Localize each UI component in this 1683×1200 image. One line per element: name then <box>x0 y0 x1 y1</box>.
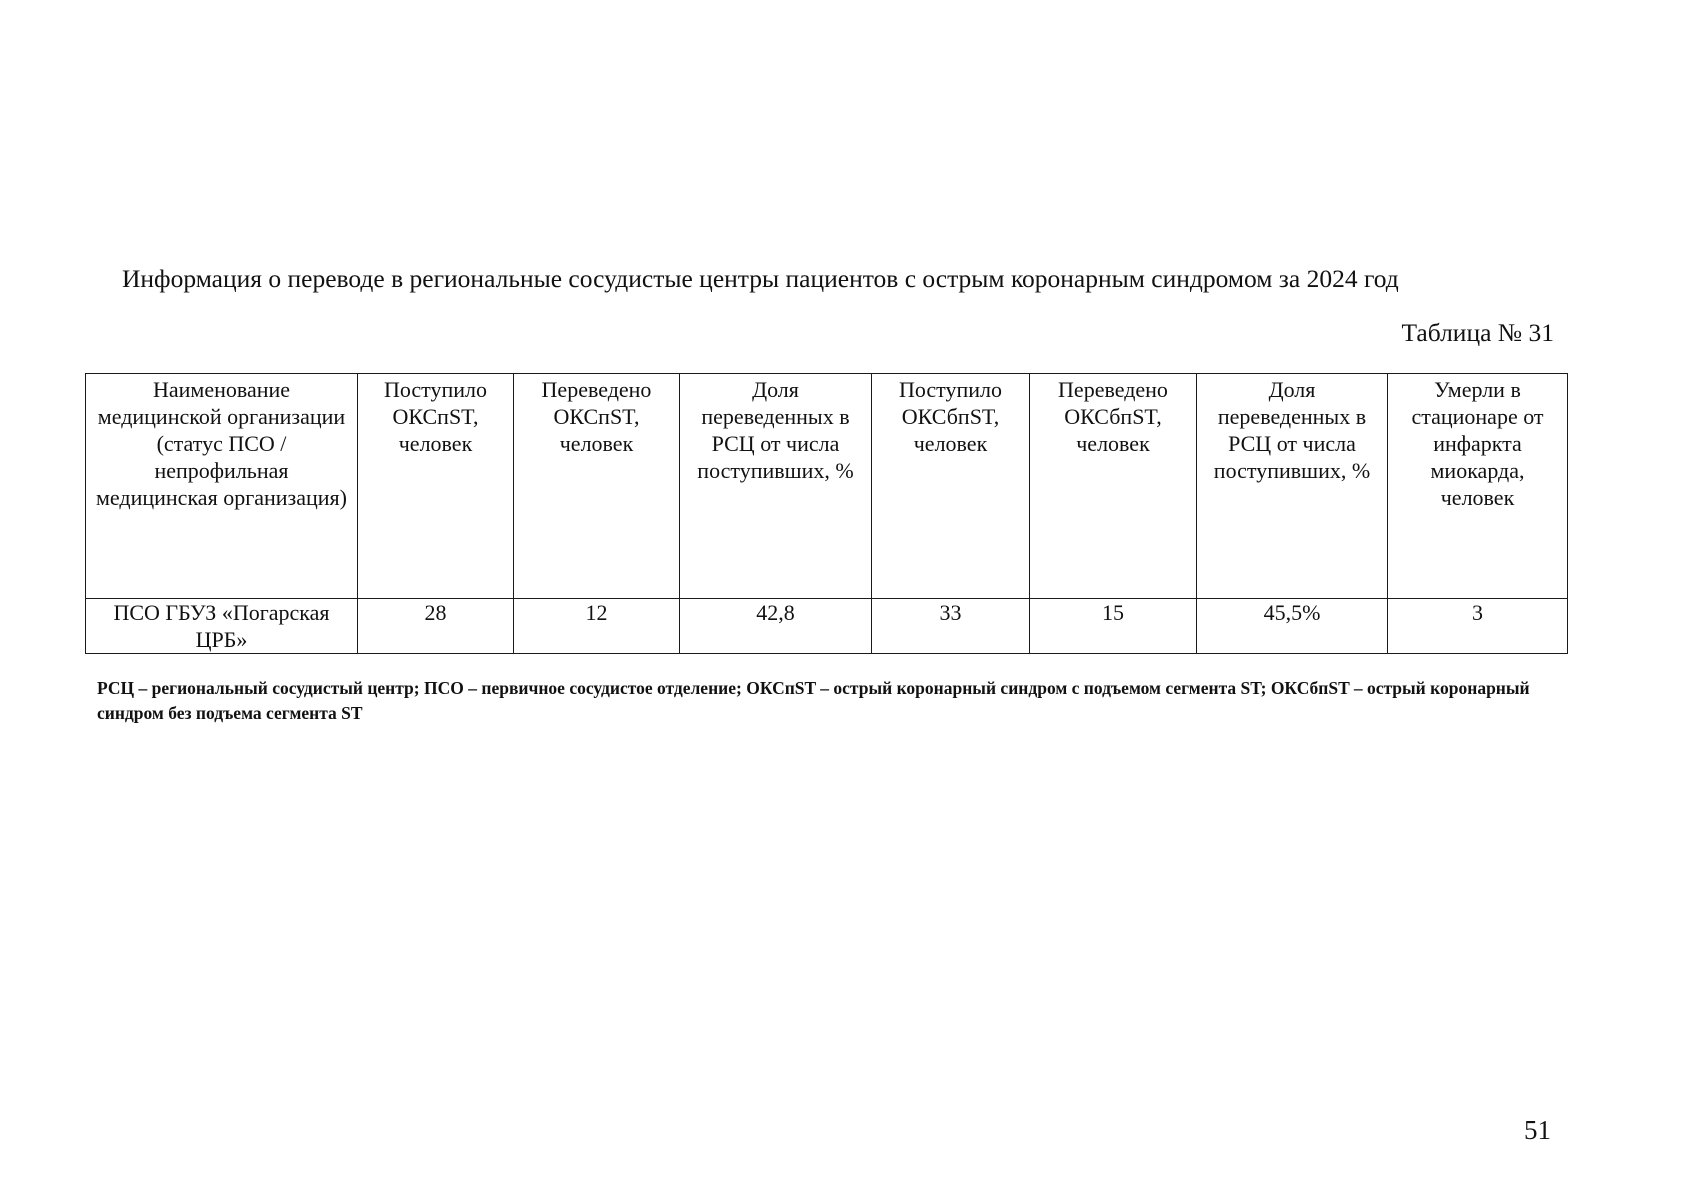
cell-transferred-nstemi: 15 <box>1030 599 1197 654</box>
cell-organization: ПСО ГБУЗ «Погарская ЦРБ» <box>86 599 358 654</box>
header-admitted-stemi: Поступило ОКСпST, человек <box>358 374 514 599</box>
data-table <box>85 373 1568 654</box>
cell-share-transferred-nstemi: 45,5% <box>1197 599 1388 654</box>
header-organization: Наименование медицинской организации (статус ПСО / непрофильная медицинская организация) <box>86 374 358 599</box>
table-header-row <box>86 374 1568 599</box>
header-admitted-nstemi: Поступило ОКСбпST, человек <box>872 374 1030 599</box>
header-transferred-stemi: Переведено ОКСпST, человек <box>514 374 680 599</box>
cell-deaths-mi: 3 <box>1388 599 1568 654</box>
cell-share-transferred-stemi: 42,8 <box>680 599 872 654</box>
table-row <box>86 599 1568 654</box>
footnote: РСЦ – региональный сосудистый центр; ПСО – первичное сосудистое отделение; ОКСпST – острый коронарный синдром с подъемом сегмента ST; ОКСбпST – острый коронарный синдром без подъема сегмента ST <box>97 678 1530 723</box>
header-share-transferred-stemi: Доля переведенных в РСЦ от числа поступивших, % <box>680 374 872 599</box>
header-deaths-mi: Умерли в стационаре от инфаркта миокарда, человек <box>1388 374 1568 599</box>
document-title: Информация о переводе в региональные сосудистые центры пациентов с острым коронарным синдромом за 2024 год <box>122 264 1399 293</box>
cell-admitted-nstemi: 33 <box>872 599 1030 654</box>
page-number: 51 <box>1524 1115 1551 1145</box>
header-share-transferred-nstemi: Доля переведенных в РСЦ от числа поступивших, % <box>1197 374 1388 599</box>
cell-admitted-stemi: 28 <box>358 599 514 654</box>
header-transferred-nstemi: Переведено ОКСбпST, человек <box>1030 374 1197 599</box>
table-label: Таблица № 31 <box>1401 318 1554 347</box>
cell-transferred-stemi: 12 <box>514 599 680 654</box>
